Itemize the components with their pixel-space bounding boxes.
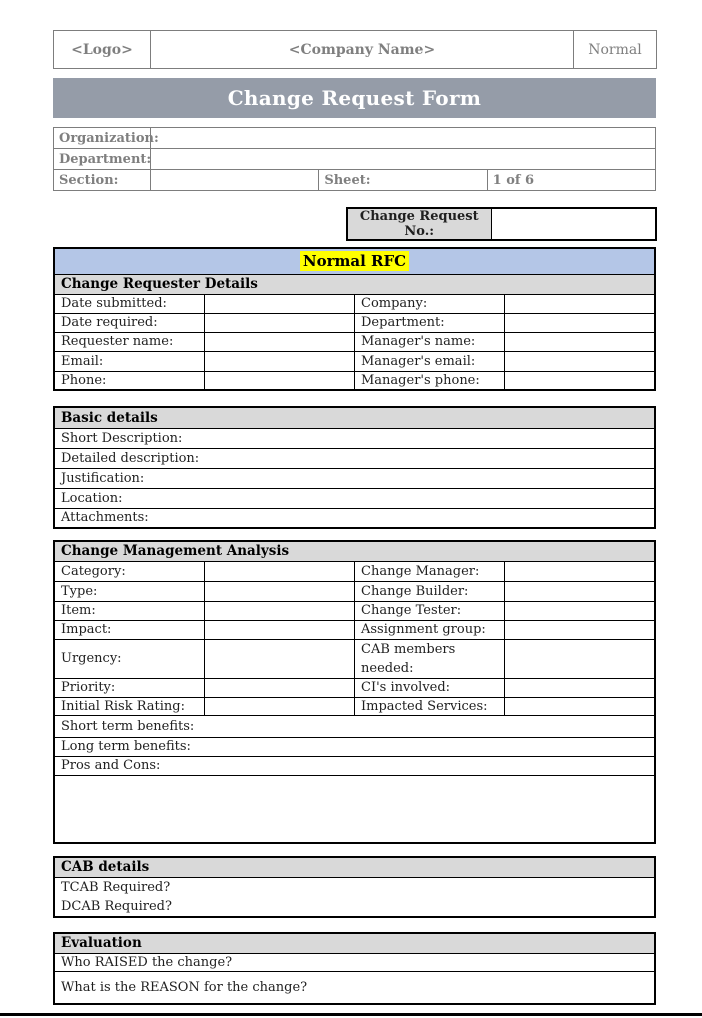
logo-placeholder: <Logo>	[54, 31, 151, 69]
dcab-required-question: DCAB Required?	[61, 898, 172, 914]
field-label: Short Description:	[54, 428, 655, 448]
field-value-cell[interactable]	[505, 351, 655, 371]
field-label: Date required:	[54, 313, 204, 332]
field-label: Urgency:	[54, 639, 204, 678]
field-label: Impacted Services:	[355, 697, 505, 715]
field-value-cell[interactable]	[204, 678, 354, 697]
field-label: Pros and Cons:	[54, 756, 655, 775]
field-value-cell[interactable]	[204, 620, 354, 639]
sheet-label: Sheet:	[319, 170, 487, 191]
change-management-analysis-table	[53, 540, 656, 844]
field-value-cell[interactable]	[505, 620, 655, 639]
field-label: Justification:	[54, 468, 655, 488]
company-name: <Company Name>	[151, 31, 574, 69]
field-value-cell[interactable]	[505, 581, 655, 601]
rfc-type-banner	[54, 248, 655, 274]
rfc-type-highlight: Normal RFC	[300, 251, 409, 271]
field-value-cell[interactable]	[204, 294, 354, 313]
sheet-value: 1 of 6	[487, 170, 655, 191]
field-label: Date submitted:	[54, 294, 204, 313]
field-value-cell[interactable]	[505, 332, 655, 351]
field-label: Location:	[54, 488, 655, 508]
field-label: Email:	[54, 351, 204, 371]
field-label: Company:	[355, 294, 505, 313]
basic-details-table	[53, 406, 656, 529]
cab-details-table	[53, 856, 656, 918]
evaluation-heading: Evaluation	[54, 933, 655, 953]
requester-details-table	[53, 247, 656, 391]
change-request-no-label: Change Request No.:	[347, 208, 491, 240]
field-value-cell[interactable]	[505, 639, 655, 678]
evaluation-table	[53, 932, 656, 1005]
field-label: Category:	[54, 561, 204, 581]
basic-details-heading: Basic details	[54, 407, 655, 428]
department-value-cell[interactable]	[151, 149, 656, 170]
tcab-required-question: TCAB Required?	[61, 879, 171, 895]
field-value-cell[interactable]	[204, 332, 354, 351]
page-title: Change Request Form	[53, 78, 656, 118]
field-label: Change Tester:	[355, 601, 505, 620]
field-label: Impact:	[54, 620, 204, 639]
field-value-cell[interactable]	[204, 639, 354, 678]
field-label: Manager's name:	[355, 332, 505, 351]
field-value-cell[interactable]	[505, 678, 655, 697]
requester-section-heading: Change Requester Details	[54, 274, 655, 294]
cab-questions-cell	[54, 877, 655, 917]
organization-value-cell[interactable]	[151, 128, 656, 149]
field-value-cell[interactable]	[505, 601, 655, 620]
field-label: Short term benefits:	[54, 715, 655, 737]
field-label: Department:	[355, 313, 505, 332]
field-label: Manager's email:	[355, 351, 505, 371]
field-label: Type:	[54, 581, 204, 601]
change-request-no-box	[346, 207, 657, 241]
evaluation-question: Who RAISED the change?	[54, 953, 655, 971]
field-value-cell[interactable]	[204, 581, 354, 601]
field-label: Manager's phone:	[355, 371, 505, 390]
department-label: Department:	[54, 149, 151, 170]
field-label: Change Builder:	[355, 581, 505, 601]
field-label: Detailed description:	[54, 448, 655, 468]
classification-label: Normal	[574, 31, 657, 69]
field-value-cell[interactable]	[505, 294, 655, 313]
field-label: Assignment group:	[355, 620, 505, 639]
field-value-cell[interactable]	[204, 313, 354, 332]
field-value-cell[interactable]	[204, 371, 354, 390]
field-label: Phone:	[54, 371, 204, 390]
field-label: Long term benefits:	[54, 737, 655, 756]
field-value-cell[interactable]	[204, 601, 354, 620]
field-label: Priority:	[54, 678, 204, 697]
cma-heading: Change Management Analysis	[54, 541, 655, 561]
page-bottom-divider	[0, 1013, 702, 1016]
section-value-cell[interactable]	[151, 170, 319, 191]
field-label: Requester name:	[54, 332, 204, 351]
field-label: Item:	[54, 601, 204, 620]
organization-label: Organization:	[54, 128, 151, 149]
field-value-cell[interactable]	[204, 351, 354, 371]
notes-area-cell[interactable]	[54, 775, 655, 843]
change-request-no-value-cell[interactable]	[491, 208, 656, 240]
cab-details-heading: CAB details	[54, 857, 655, 877]
organization-table	[53, 127, 656, 191]
field-value-cell[interactable]	[204, 697, 354, 715]
field-value-cell[interactable]	[505, 371, 655, 390]
field-label: Initial Risk Rating:	[54, 697, 204, 715]
field-value-cell[interactable]	[204, 561, 354, 581]
field-value-cell[interactable]	[505, 561, 655, 581]
evaluation-question: What is the REASON for the change?	[54, 971, 655, 1004]
field-value-cell[interactable]	[505, 313, 655, 332]
field-label: Change Manager:	[355, 561, 505, 581]
field-label: CI's involved:	[355, 678, 505, 697]
field-label: Attachments:	[54, 508, 655, 528]
section-label: Section:	[54, 170, 151, 191]
field-label: CAB members needed:	[355, 639, 505, 678]
field-value-cell[interactable]	[505, 697, 655, 715]
company-header-table	[53, 30, 657, 69]
